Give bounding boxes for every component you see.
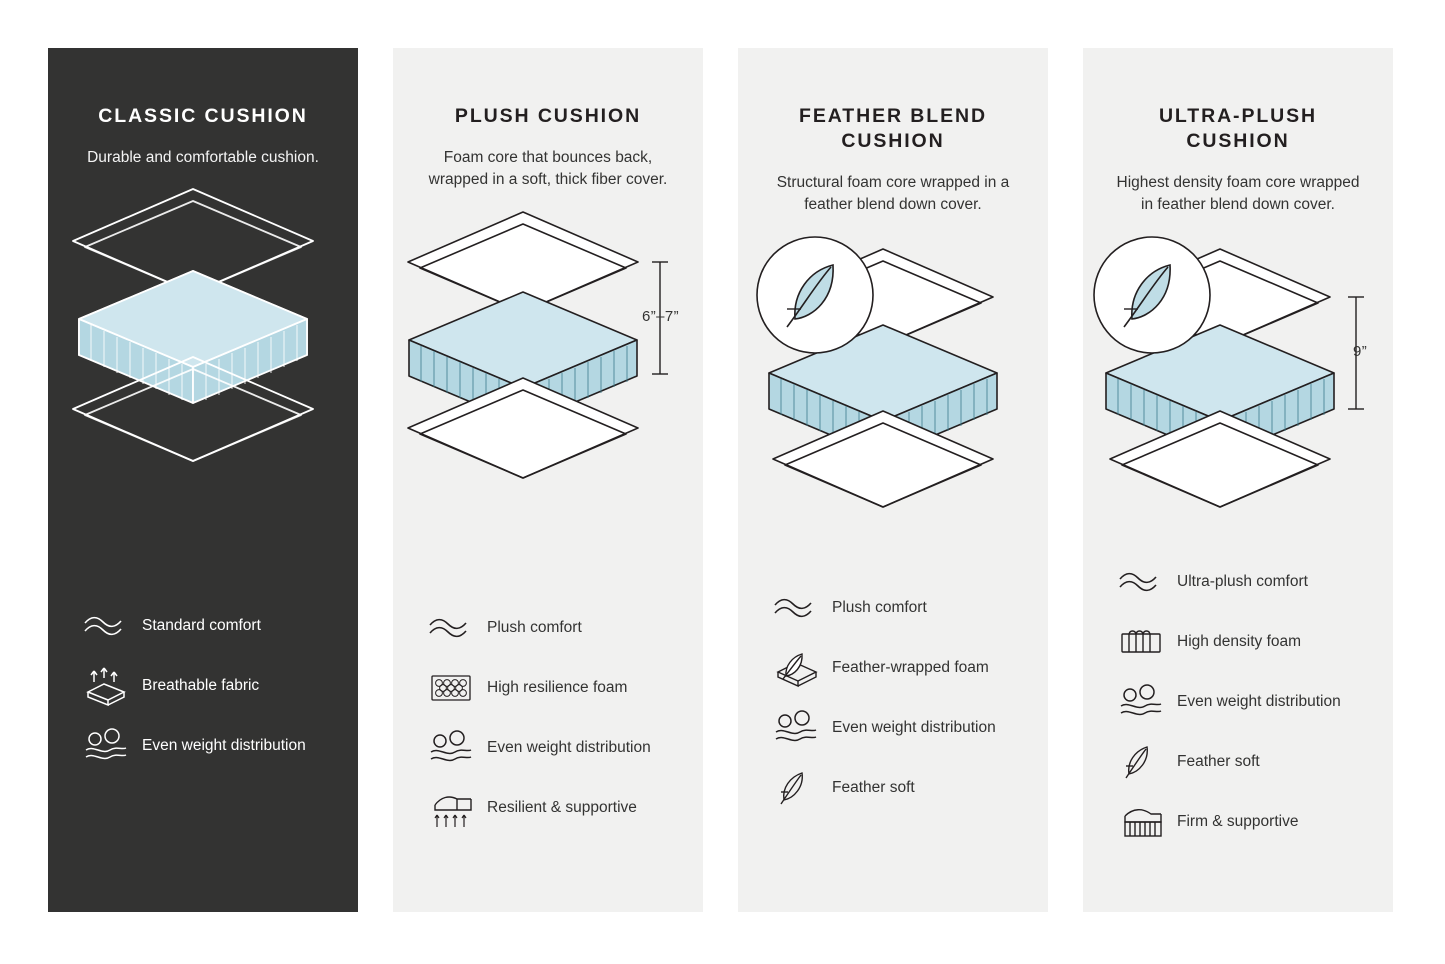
feature-item — [1117, 560, 1371, 604]
feature-list-plush — [393, 606, 703, 870]
feature-item — [82, 664, 336, 708]
card-subtitle: Foam core that bounces back, wrapped in a soft, thick fiber cover. — [428, 148, 668, 189]
resilient-support-icon — [427, 788, 483, 828]
even-weight-icon — [1117, 682, 1173, 722]
cushion-card-ultra-plush[interactable] — [1083, 48, 1393, 912]
high-density-foam-icon — [1117, 622, 1173, 662]
wave-icon — [1117, 562, 1173, 602]
card-subtitle: Highest density foam core wrapped in feather blend down cover. — [1116, 173, 1360, 214]
feature-label: High density foam — [1177, 633, 1302, 651]
card-title: CLASSIC CUSHION — [98, 105, 308, 127]
card-title: ULTRA-PLUSH CUSHION — [1158, 105, 1318, 152]
feature-item — [427, 666, 681, 710]
feather-icon — [1117, 742, 1173, 782]
feature-item — [82, 604, 336, 648]
feature-item — [427, 606, 681, 650]
feature-item — [1117, 740, 1371, 784]
exploded-cushion-diagram-ultra-plush — [1083, 227, 1393, 557]
feature-item — [427, 786, 681, 830]
card-title: FEATHER BLEND CUSHION — [799, 105, 987, 152]
card-title: PLUSH CUSHION — [454, 105, 642, 127]
feather-badge-icon — [757, 237, 873, 353]
cushion-layers-illustration — [63, 179, 343, 479]
feature-label: Feather soft — [1177, 753, 1260, 771]
card-subtitle: Durable and comfortable cushion. — [87, 148, 319, 166]
wave-icon — [772, 588, 828, 628]
cushion-layers-illustration — [398, 202, 698, 502]
cushion-layers-illustration — [743, 227, 1043, 527]
even-weight-icon — [772, 708, 828, 748]
feature-item — [427, 726, 681, 770]
feature-label: Plush comfort — [487, 619, 582, 637]
wave-icon — [427, 608, 483, 648]
feather-icon — [772, 768, 828, 808]
feature-label: Even weight distribution — [487, 739, 651, 757]
feature-label: Feather-wrapped foam — [832, 659, 989, 677]
feature-item — [1117, 620, 1371, 664]
cushion-card-feather-blend[interactable] — [738, 48, 1048, 912]
exploded-cushion-diagram-classic — [48, 179, 358, 509]
feature-label: Even weight distribution — [1177, 693, 1341, 711]
feature-label: High resilience foam — [487, 679, 628, 697]
cushion-card-classic[interactable] — [48, 48, 358, 912]
feature-label: Firm & supportive — [1177, 813, 1299, 831]
firm-support-icon — [1117, 802, 1173, 842]
wave-icon — [82, 606, 138, 646]
feature-item — [772, 706, 1026, 750]
breathable-fabric-icon — [82, 666, 138, 706]
exploded-cushion-diagram-plush — [393, 202, 703, 532]
feature-item — [772, 646, 1026, 690]
dimension-label: 6”–7” — [642, 307, 680, 325]
feature-label: Plush comfort — [832, 599, 927, 617]
feather-badge-icon — [1094, 237, 1210, 353]
dimension-label: 9” — [1353, 342, 1368, 360]
feature-label: Even weight distribution — [832, 719, 996, 737]
cushion-layers-illustration — [1088, 227, 1388, 527]
feature-label: Resilient & supportive — [487, 799, 637, 817]
cushion-card-plush[interactable] — [393, 48, 703, 912]
card-subtitle: Structural foam core wrapped in a feather blend down cover. — [776, 173, 1010, 214]
even-weight-icon — [427, 728, 483, 768]
feather-wrapped-foam-icon — [772, 648, 828, 688]
feature-label: Standard comfort — [142, 617, 261, 635]
feature-label: Ultra-plush comfort — [1177, 573, 1308, 591]
even-weight-icon — [82, 726, 138, 766]
feature-list-classic — [48, 604, 358, 808]
feature-label: Even weight distribution — [142, 737, 306, 755]
feature-item — [1117, 680, 1371, 724]
feature-item — [1117, 800, 1371, 844]
feature-item — [772, 766, 1026, 810]
exploded-cushion-diagram-feather-blend — [738, 227, 1048, 557]
feature-list-ultra-plush — [1083, 560, 1393, 884]
honeycomb-foam-icon — [427, 668, 483, 708]
feature-label: Breathable fabric — [142, 677, 260, 695]
feature-item — [772, 586, 1026, 630]
feature-list-feather-blend — [738, 586, 1048, 850]
feature-label: Feather soft — [832, 779, 915, 797]
feature-item — [82, 724, 336, 768]
